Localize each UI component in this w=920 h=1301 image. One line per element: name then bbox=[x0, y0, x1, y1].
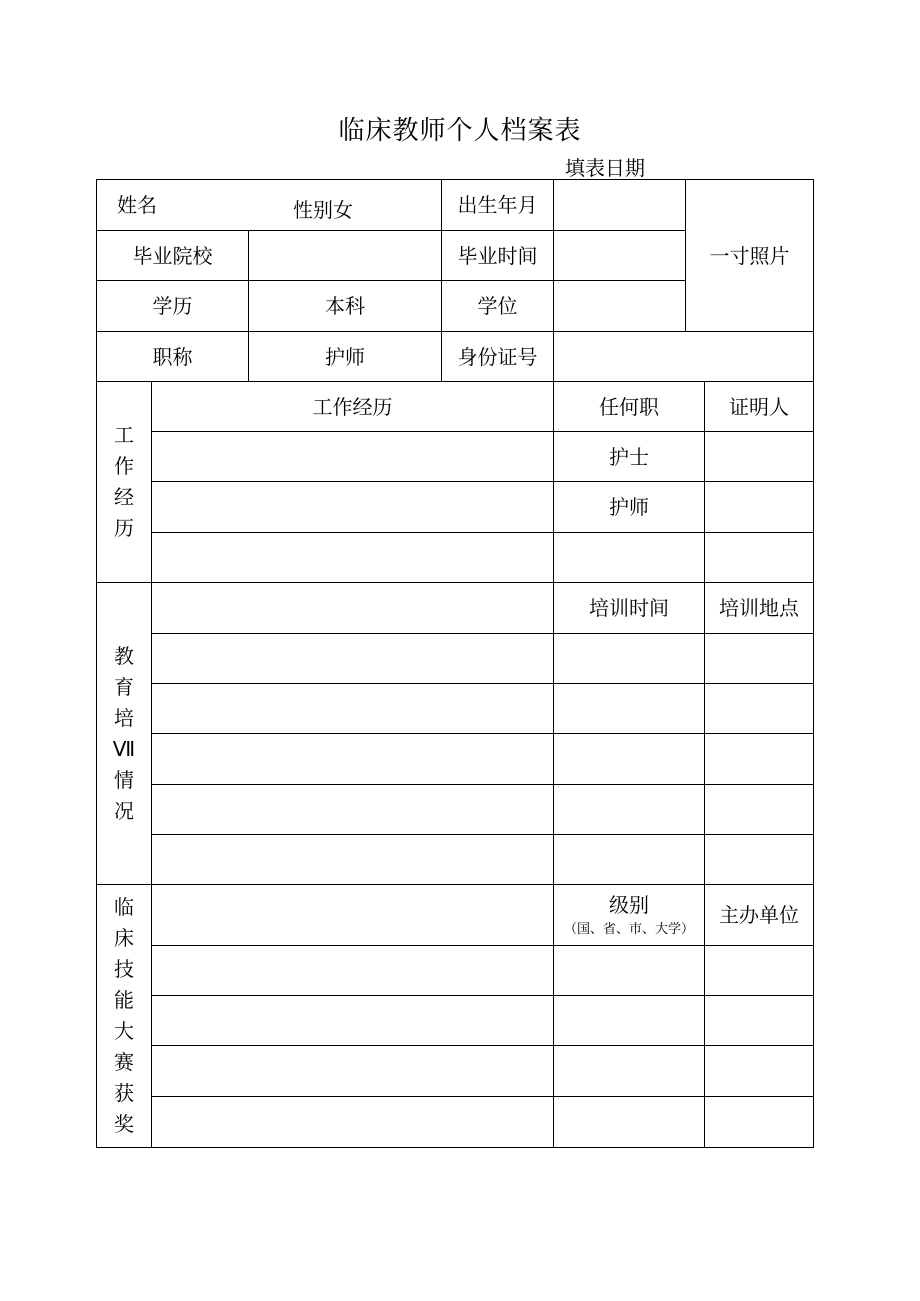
gender-label: 性别女 bbox=[293, 198, 353, 222]
education-char: Ⅶ bbox=[112, 736, 136, 761]
education-value-cell[interactable] bbox=[248, 280, 442, 332]
education-row-4-content[interactable] bbox=[151, 784, 554, 835]
education-char: 育 bbox=[114, 674, 134, 699]
education-label-cell bbox=[96, 280, 249, 332]
photo-label: 一寸照片 bbox=[709, 243, 790, 268]
awards-row-1-content[interactable] bbox=[151, 945, 554, 996]
birth-label: 出生年月 bbox=[457, 193, 538, 217]
education-col-time: 培训时间 bbox=[589, 596, 669, 620]
name-label: 姓名 bbox=[117, 193, 157, 217]
education-row-3-place[interactable] bbox=[704, 733, 814, 785]
id-label: 身份证号 bbox=[457, 344, 538, 369]
education-header-place bbox=[704, 582, 814, 634]
awards-row-3-content[interactable] bbox=[151, 1045, 554, 1097]
education-row-2-place[interactable] bbox=[704, 683, 814, 734]
grad-time-value-cell[interactable] bbox=[553, 230, 686, 281]
education-value: 本科 bbox=[325, 294, 365, 318]
id-value-cell[interactable] bbox=[553, 331, 814, 382]
school-label-cell bbox=[96, 230, 249, 281]
education-row-4-place[interactable] bbox=[704, 784, 814, 835]
title-label: 职称 bbox=[152, 344, 193, 369]
school-value-cell[interactable] bbox=[248, 230, 442, 281]
work-header-experience bbox=[151, 381, 554, 432]
work-section-label bbox=[96, 381, 152, 583]
education-row-5-place[interactable] bbox=[704, 834, 814, 885]
awards-row-4-organizer[interactable] bbox=[704, 1096, 814, 1148]
awards-row-1-organizer[interactable] bbox=[704, 945, 814, 996]
work-row-3-position[interactable] bbox=[553, 532, 705, 583]
awards-col-level-note: （国、省、市、大学） bbox=[563, 921, 694, 937]
degree-label: 学位 bbox=[477, 294, 518, 318]
work-char: 工 bbox=[114, 423, 134, 447]
work-row-2-position[interactable] bbox=[553, 481, 705, 533]
education-row-5-content[interactable] bbox=[151, 834, 554, 885]
education-section-label bbox=[96, 582, 152, 885]
awards-char: 获 bbox=[114, 1081, 134, 1105]
work-header-position bbox=[553, 381, 705, 432]
grad-time-label-cell bbox=[441, 230, 554, 281]
work-row-3-experience[interactable] bbox=[151, 532, 554, 583]
work-header-witness bbox=[704, 381, 814, 432]
name-label-cell bbox=[96, 179, 442, 231]
education-row-4-time[interactable] bbox=[553, 784, 705, 835]
education-header-content bbox=[151, 582, 554, 634]
birth-value-cell[interactable] bbox=[553, 179, 686, 231]
work-row-3-witness[interactable] bbox=[704, 532, 814, 583]
awards-char: 能 bbox=[114, 988, 134, 1012]
degree-label-cell bbox=[441, 280, 554, 332]
education-header-time bbox=[553, 582, 705, 634]
awards-char: 大 bbox=[114, 1019, 134, 1043]
awards-col-level: 级别 bbox=[609, 892, 649, 917]
awards-row-1-level[interactable] bbox=[553, 945, 705, 996]
education-row-2-time[interactable] bbox=[553, 683, 705, 734]
school-label: 毕业院校 bbox=[132, 243, 213, 268]
awards-row-3-organizer[interactable] bbox=[704, 1045, 814, 1097]
education-row-1-place[interactable] bbox=[704, 633, 814, 684]
awards-row-3-level[interactable] bbox=[553, 1045, 705, 1097]
title-value: 护师 bbox=[325, 344, 365, 369]
education-row-3-content[interactable] bbox=[151, 733, 554, 785]
work-col-witness: 证明人 bbox=[729, 394, 789, 419]
education-label: 学历 bbox=[152, 294, 193, 318]
education-row-1-content[interactable] bbox=[151, 633, 554, 684]
education-char: 情 bbox=[114, 767, 134, 792]
awards-row-2-level[interactable] bbox=[553, 995, 705, 1046]
grad-time-label: 毕业时间 bbox=[457, 243, 538, 268]
id-label-cell bbox=[441, 331, 554, 382]
awards-char: 床 bbox=[114, 926, 134, 950]
education-col-place: 培训地点 bbox=[719, 596, 799, 620]
title-value-cell[interactable] bbox=[248, 331, 442, 382]
education-char: 况 bbox=[114, 798, 134, 823]
work-col-experience: 工作经历 bbox=[312, 394, 393, 419]
work-position-value: 护士 bbox=[609, 444, 649, 469]
awards-row-2-organizer[interactable] bbox=[704, 995, 814, 1046]
awards-row-4-level[interactable] bbox=[553, 1096, 705, 1148]
work-col-position: 任何职 bbox=[599, 394, 659, 419]
education-row-3-time[interactable] bbox=[553, 733, 705, 785]
page-title: 临床教师个人档案表 bbox=[338, 116, 582, 146]
work-char: 经 bbox=[114, 485, 134, 509]
work-row-1-position[interactable] bbox=[553, 431, 705, 482]
birth-label-cell bbox=[441, 179, 554, 231]
awards-row-2-content[interactable] bbox=[151, 995, 554, 1046]
fill-date-label: 填表日期 bbox=[565, 156, 645, 180]
awards-section-label bbox=[96, 884, 152, 1148]
awards-header-level bbox=[553, 884, 705, 946]
degree-value-cell[interactable] bbox=[553, 280, 686, 332]
awards-header-content bbox=[151, 884, 554, 946]
awards-char: 临 bbox=[114, 895, 134, 919]
work-char: 作 bbox=[114, 454, 134, 478]
awards-char: 奖 bbox=[114, 1112, 134, 1136]
awards-row-4-content[interactable] bbox=[151, 1096, 554, 1148]
work-row-1-witness[interactable] bbox=[704, 431, 814, 482]
work-row-2-witness[interactable] bbox=[704, 481, 814, 533]
education-char: 教 bbox=[114, 643, 134, 668]
work-row-1-experience[interactable] bbox=[151, 431, 554, 482]
education-row-2-content[interactable] bbox=[151, 683, 554, 734]
education-char: 培 bbox=[114, 705, 134, 730]
education-row-5-time[interactable] bbox=[553, 834, 705, 885]
awards-char: 技 bbox=[114, 957, 134, 981]
photo-cell bbox=[685, 179, 814, 332]
awards-col-organizer: 主办单位 bbox=[719, 903, 799, 927]
work-char: 历 bbox=[114, 516, 134, 540]
work-position-value: 护师 bbox=[609, 495, 649, 519]
awards-char: 赛 bbox=[114, 1050, 134, 1074]
work-row-2-experience[interactable] bbox=[151, 481, 554, 533]
awards-header-organizer bbox=[704, 884, 814, 946]
title-label-cell bbox=[96, 331, 249, 382]
education-row-1-time[interactable] bbox=[553, 633, 705, 684]
